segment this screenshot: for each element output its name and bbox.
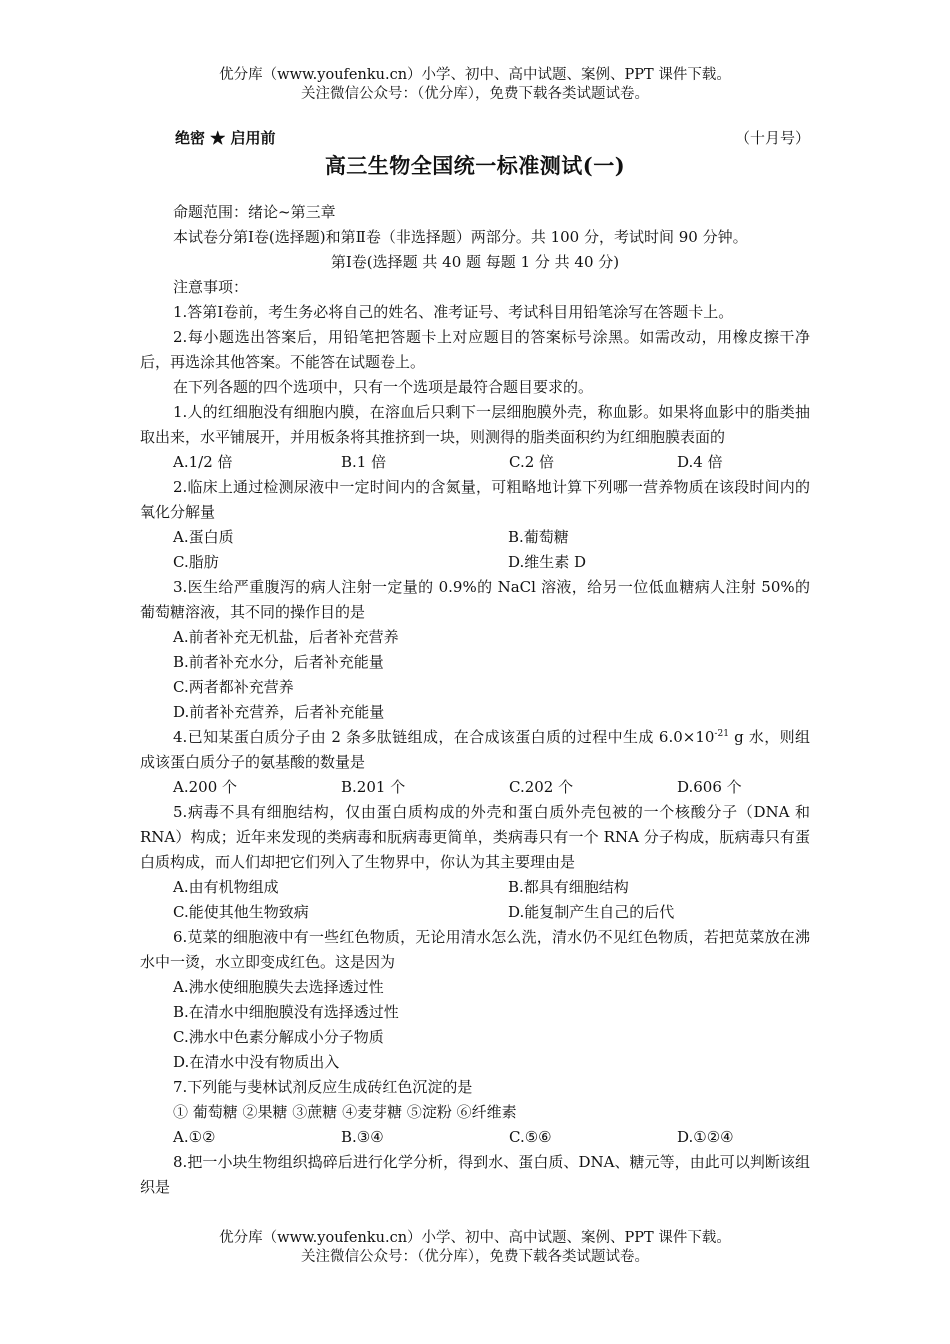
option-b: B.③④: [341, 1128, 384, 1146]
option-d: D.在清水中没有物质出入: [173, 1053, 340, 1071]
option-a: A.200 个: [173, 778, 237, 796]
footer-line-2: 关注微信公众号：（优分库），免费下载各类试题试卷。: [301, 1249, 649, 1265]
question-4-stem-pre: 4.已知某蛋白质分子由 2 条多肽链组成，在合成该蛋白质的过程中生成 6.0×10: [173, 728, 715, 746]
option-d: D.前者补充营养，后者补充能量: [173, 703, 385, 721]
option-d: D.能复制产生自己的后代: [508, 903, 675, 921]
option-b: B.葡萄糖: [508, 528, 569, 546]
option-b: B.在清水中细胞膜没有选择透过性: [173, 1003, 399, 1021]
option-c: C.沸水中色素分解成小分子物质: [173, 1028, 384, 1046]
option-c: C.2 倍: [509, 453, 555, 471]
issue-label: （十月号）: [734, 129, 810, 147]
question-8-stem: 8.把一小块生物组织捣碎后进行化学分析，得到水、蛋白质、DNA、糖元等，由此可以判断该组织是: [140, 1153, 810, 1196]
option-d: D.维生素 D: [508, 553, 587, 571]
exam-meta: [175, 127, 810, 148]
question-4-stem-post: g 水，则组成该蛋白质分子的氨基酸的数量是: [140, 728, 810, 771]
description-text: 本试卷分第Ⅰ卷(选择题)和第Ⅱ卷（非选择题）两部分。共 100 分，考试时间 90 分钟。: [173, 228, 748, 246]
question-2-options: [140, 525, 810, 575]
option-d: D.①②④: [677, 1128, 734, 1146]
question-1-options: [140, 450, 810, 475]
question-7-options: [140, 1125, 810, 1150]
exam-body: [140, 200, 810, 1200]
option-b: B.201 个: [341, 778, 406, 796]
option-a: A.前者补充无机盐，后者补充营养: [173, 628, 399, 646]
page-header: [0, 66, 950, 104]
question-4-stem: [140, 725, 810, 775]
option-d: D.4 倍: [677, 453, 723, 471]
scope-text: 命题范围：绪论~第三章: [173, 203, 336, 221]
option-c: C.⑤⑥: [509, 1128, 552, 1146]
question-6-stem: 6.苋菜的细胞液中有一些红色物质，无论用清水怎么洗，清水仍不见红色物质，若把苋菜放在沸水中一烫，水立即变成红色。这是因为: [140, 928, 810, 971]
option-c: C.两者都补充营养: [173, 678, 294, 696]
confidential-label: 绝密 ★ 启用前: [175, 129, 276, 147]
part-one-heading: 第Ⅰ卷(选择题 共 40 题 每题 1 分 共 40 分): [330, 253, 620, 271]
notice-item: 2.每小题选出答案后，用铅笔把答题卡上对应题目的答案标号涂黑。如需改动，用橡皮擦干净后，再选涂其他答案。不能答在试题卷上。: [140, 328, 810, 371]
option-d: D.606 个: [677, 778, 742, 796]
option-a: A.1/2 倍: [173, 453, 233, 471]
page-footer: [0, 1229, 950, 1267]
question-3-stem: 3.医生给严重腹泻的病人注射一定量的 0.9%的 NaCl 溶液，给另一位低血糖病人注射 50%的葡萄糖溶液，其不同的操作目的是: [140, 578, 810, 621]
question-5-options: [140, 875, 810, 925]
option-a: A.由有机物组成: [173, 878, 279, 896]
option-a: A.沸水使细胞膜失去选择透过性: [173, 978, 384, 996]
question-2-stem: 2.临床上通过检测尿液中一定时间内的含氮量，可粗略地计算下列哪一营养物质在该段时间内的氧化分解量: [140, 478, 810, 521]
option-a: A.蛋白质: [173, 528, 234, 546]
option-b: B.前者补充水分，后者补充能量: [173, 653, 384, 671]
option-c: C.脂肪: [173, 553, 219, 571]
question-7-items: ① 葡萄糖 ②果糖 ③蔗糖 ④麦芽糖 ⑤淀粉 ⑥纤维素: [173, 1103, 517, 1121]
question-1-stem: 1.人的红细胞没有细胞内膜，在溶血后只剩下一层细胞膜外壳，称血影。如果将血影中的脂类抽取出来，水平铺展开，并用板条将其推挤到一块，则测得的脂类面积约为红细胞膜表面的: [140, 403, 810, 446]
header-line-2: 关注微信公众号：（优分库），免费下载各类试题试卷。: [301, 86, 649, 102]
instruction-text: 在下列各题的四个选项中，只有一个选项是最符合题目要求的。: [173, 378, 594, 396]
question-4-options: [140, 775, 810, 800]
option-c: C.202 个: [509, 778, 574, 796]
notice-title: 注意事项：: [173, 278, 249, 296]
exponent: -21: [714, 729, 729, 739]
header-line-1: 优分库（www.youfenku.cn）小学、初中、高中试题、案例、PPT 课件下载。: [219, 67, 731, 83]
question-7-stem: 7.下列能与斐林试剂反应生成砖红色沉淀的是: [173, 1078, 473, 1096]
footer-line-1: 优分库（www.youfenku.cn）小学、初中、高中试题、案例、PPT 课件下载。: [219, 1230, 731, 1246]
option-b: B.都具有细胞结构: [508, 878, 629, 896]
option-c: C.能使其他生物致病: [173, 903, 309, 921]
question-5-stem: 5.病毒不具有细胞结构，仅由蛋白质构成的外壳和蛋白质外壳包被的一个核酸分子（DNA 和 RNA）构成；近年来发现的类病毒和朊病毒更简单，类病毒只有一个 RNA 分子构成，朊病毒只有蛋白质构成，而人们却把它们列入了生物界中，你认为其主要理由是: [140, 803, 810, 871]
notice-item: 1.答第Ⅰ卷前，考生务必将自己的姓名、准考证号、考试科目用铅笔涂写在答题卡上。: [173, 303, 734, 321]
exam-title: 高三生物全国统一标准测试(一): [324, 153, 626, 178]
option-b: B.1 倍: [341, 453, 387, 471]
option-a: A.①②: [173, 1128, 216, 1146]
